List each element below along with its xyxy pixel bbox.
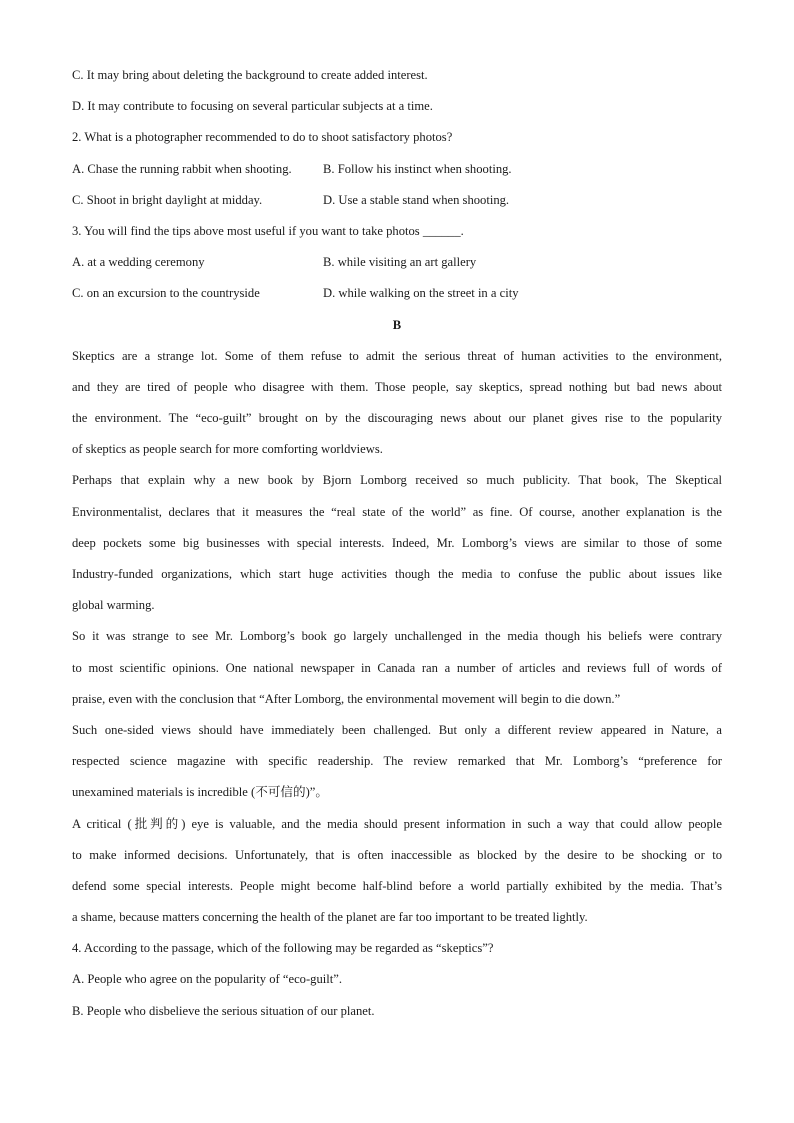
passage-line: deep pockets some big businesses with special interests. Indeed, Mr. Lomborg’s views are similar to those of some <box>72 535 722 550</box>
passage-line: to most scientific opinions. One national newspaper in Canada ran a number of articles and reviews full of words of <box>72 660 722 675</box>
q3-question: 3. You will find the tips above most useful if you want to take photos ______. <box>72 223 464 238</box>
q2-option-a: A. Chase the running rabbit when shooting. <box>72 161 292 176</box>
q3-option-b: B. while visiting an art gallery <box>323 255 477 270</box>
q1-option-d: D. It may contribute to focusing on several particular subjects at a time. <box>72 99 433 114</box>
q2-options-row-2 <box>72 189 722 220</box>
passage-line: of skeptics as people search for more comforting worldviews. <box>72 442 383 457</box>
q4-option-b: B. People who disbelieve the serious situation of our planet. <box>72 1003 375 1018</box>
q4-question: 4. According to the passage, which of the following may be regarded as “skeptics”? <box>72 941 494 956</box>
passage-line: So it was strange to see Mr. Lomborg’s book go largely unchallenged in the media though his beliefs were contrary <box>72 629 722 644</box>
q3-option-a: A. at a wedding ceremony <box>72 255 205 270</box>
passage-line: defend some special interests. People might become half-blind before a world partially exhibited by the media. That’s <box>72 878 722 893</box>
q4-option-a: A. People who agree on the popularity of “eco-guilt”. <box>72 972 342 987</box>
q3-option-c: C. on an excursion to the countryside <box>72 286 260 301</box>
passage-line: a shame, because matters concerning the health of the planet are far too important to be treated lightly. <box>72 910 588 925</box>
passage-line: A critical (批判的) eye is valuable, and the media should present information in such a way that could allow people <box>72 816 722 831</box>
passage-line: Skeptics are a strange lot. Some of them refuse to admit the serious threat of human activities to the environment, <box>72 348 722 363</box>
q3-option-d: D. while walking on the street in a city <box>323 286 519 301</box>
passage-line: global warming. <box>72 598 155 613</box>
section-b-heading: B <box>392 317 402 332</box>
q3-options-row-1 <box>72 251 722 282</box>
passage-line: the environment. The “eco-guilt” brought on by the discouraging news about our planet gives rise to the popularity <box>72 411 722 426</box>
q2-question: 2. What is a photographer recommended to do to shoot satisfactory photos? <box>72 130 453 145</box>
q2-options-row-1 <box>72 158 722 189</box>
document-content <box>72 64 722 1031</box>
passage-line: Such one-sided views should have immediately been challenged. But only a different review appeared in Nature, a <box>72 722 722 737</box>
q2-option-c: C. Shoot in bright daylight at midday. <box>72 192 263 207</box>
passage-line: to make informed decisions. Unfortunately, that is often inaccessible as blocked by the desire to be shocking or to <box>72 847 722 862</box>
passage-b <box>72 345 722 938</box>
q1-option-c: C. It may bring about deleting the background to create added interest. <box>72 68 428 82</box>
passage-line: unexamined materials is incredible (不可信的)”。 <box>72 785 328 800</box>
passage-line: praise, even with the conclusion that “After Lomborg, the environmental movement will begin to die down.” <box>72 691 621 706</box>
q2-option-b: B. Follow his instinct when shooting. <box>323 161 512 176</box>
passage-line: and they are tired of people who disagree with them. Those people, say skeptics, spread nothing but bad news about <box>72 379 722 394</box>
q3-options-row-2 <box>72 282 722 313</box>
passage-line: respected science magazine with specific readership. The review remarked that Mr. Lomborg’s “preference for <box>72 754 722 769</box>
passage-line: Environmentalist, declares that it measures the “real state of the world” as fine. Of course, another explanation is the <box>72 504 722 519</box>
passage-line: Perhaps that explain why a new book by Bjorn Lomborg received so much publicity. That book, The Skeptical <box>72 473 722 488</box>
passage-line: Industry-funded organizations, which start huge activities though the media to confuse the public about issues like <box>72 567 722 581</box>
q2-option-d: D. Use a stable stand when shooting. <box>323 192 510 207</box>
